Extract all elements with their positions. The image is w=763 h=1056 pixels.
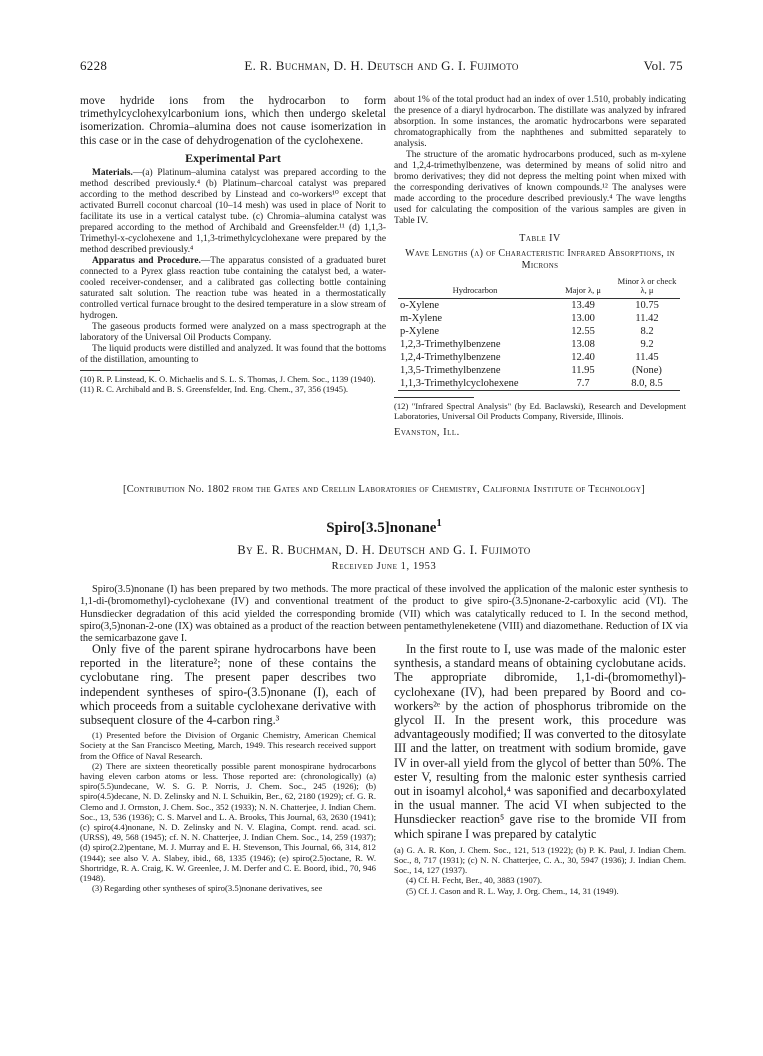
table-row bbox=[398, 364, 680, 377]
table-cell-major: 13.00 bbox=[571, 313, 595, 324]
footnote-3: (3) Regarding other syntheses of spiro(3.5)nonane derivatives, see bbox=[92, 883, 323, 894]
section-heading: Experimental Part bbox=[185, 150, 281, 165]
table-row bbox=[398, 299, 680, 313]
apparatus-label: Apparatus and Procedure. bbox=[92, 255, 201, 266]
materials-label: Materials. bbox=[92, 167, 133, 178]
contribution-line: [Contribution No. 1802 from the Gates and Crellin Laboratories of Chemistry, California Institute of Technology] bbox=[122, 484, 646, 495]
table-cell-hydrocarbon: p-Xylene bbox=[400, 326, 440, 337]
bottom-left-column bbox=[80, 642, 376, 893]
liquid-paragraph: The liquid products were distilled and analyzed. It was found that the bottoms of the distillation, amounting to bbox=[80, 343, 386, 365]
footnote-12: (12) "Infrared Spectral Analysis" (by Ed. Baclawski), Research and Development Laboratories, Universal Oil Products Company, Riverside, Illinois. bbox=[394, 401, 686, 421]
footnote-rule-right bbox=[394, 397, 474, 398]
page-number: 6228 bbox=[80, 58, 108, 73]
wavelength-table bbox=[398, 276, 680, 391]
running-head bbox=[80, 58, 683, 74]
footnote-rule bbox=[80, 370, 160, 371]
table-row bbox=[398, 312, 680, 325]
footnote-10: (10) R. P. Linstead, K. O. Michaelis and S. L. S. Thomas, J. Chem. Soc., 1139 (1940). bbox=[80, 373, 376, 384]
table-cell-minor: 11.42 bbox=[635, 313, 659, 324]
table-cell-hydrocarbon: 1,1,3-Trimethylcyclohexene bbox=[400, 378, 519, 389]
table-cell-major: 12.40 bbox=[571, 352, 595, 363]
table-cell-minor: 9.2 bbox=[640, 339, 654, 350]
table-row bbox=[398, 377, 680, 391]
table-cell-major: 7.7 bbox=[576, 378, 590, 389]
footnote-5: (5) Cf. J. Cason and R. L. Way, J. Org. Chem., 14, 31 (1949). bbox=[406, 885, 619, 896]
running-head-authors: E. R. Buchman, D. H. Deutsch and G. I. Fujimoto bbox=[244, 58, 519, 73]
table-header-hydrocarbon: Hydrocarbon bbox=[398, 276, 552, 299]
abstract bbox=[80, 584, 688, 645]
table-cell-minor: 8.2 bbox=[640, 326, 654, 337]
table-cell-major: 11.95 bbox=[571, 365, 595, 376]
table-header-row bbox=[398, 276, 680, 299]
table-row bbox=[398, 338, 680, 351]
table-cell-minor: (None) bbox=[632, 365, 662, 376]
table-title: Table IV bbox=[519, 233, 561, 244]
gaseous-paragraph: The gaseous products formed were analyzed on a mass spectrograph at the laboratory of the Universal Oil Products Company. bbox=[80, 321, 386, 343]
apparatus-text: —The apparatus consisted of a graduated buret connected to a Pyrex glass reaction tube containing the catalyst bed, a water-cooled receiver-condenser, and a calibrated gas collecting bottle containing saturated salt solution. The reaction tube was heated in a thermostatically controlled vertical furnace brought to the desired temperature in a slow stream of hydrogen. bbox=[80, 255, 386, 321]
apparatus-paragraph bbox=[80, 256, 386, 322]
footnote-1: (1) Presented before the Division of Organic Chemistry, American Chemical Society at the San Francisco Meeting, March, 1949. This research received support from the Office of Naval Research. bbox=[80, 730, 376, 761]
table-cell-hydrocarbon: 1,2,3-Trimethylbenzene bbox=[400, 339, 501, 350]
table-cell-minor: 10.75 bbox=[635, 300, 659, 311]
received-date: Received June 1, 1953 bbox=[331, 561, 437, 572]
footnote-3-continued: (a) G. A. R. Kon, J. Chem. Soc., 121, 513 (1922); (b) P. K. Paul, J. Indian Chem. Soc., 8, 717 (1931); (c) N. N. Chatterjee, C. A., 30, 5947 (1936); J. Indian Chem. Soc., 14, 127 (1937). bbox=[394, 844, 686, 876]
footnote-2: (2) There are sixteen theoretically possible parent monospirane hydrocarbons having eleven carbon atoms or less. Those reported are: (chronologically) (a) spiro(5.5)undecane, W. S. G. P. Norris, J. Chem. Soc., 245 (1926); (b) spiro(4.5)decane, N. D. Zelinsky and N. I. Schuikin, Ber., 62, 2180 (1929); cf. G. R. Clemo and J. Ormston, J. Chem. Soc., 352 (1933); N. N. Chatterjee, J. Indian Chem. Soc., 13, 536 (1936); C. S. Marvel and L. A. Brooks, This Journal, 63, 2630 (1941); (c) spiro(4.4)nonane, N. D. Zelinsky and N. V. Elagina, Compt. rend. acad. sci. (URSS), 49, 568 (1945); cf. N. N. Chatterjee, J. Indian Chem. Soc., 14, 259 (1937); (d) spiro(2.2)pentane, M. J. Murray and E. H. Stevenson, This Journal, 66, 314, 812 (1944); see also V. A. Slabey, ibid., 68, 1335 (1946); (e) spiro(2.5)octane, R. W. Shortridge, R. A. Craig, K. W. Greenlee, J. M. Derfer and C. E. Boord, ibid., 70, 946 (1948). bbox=[80, 760, 376, 884]
table-cell-hydrocarbon: o-Xylene bbox=[400, 300, 440, 311]
materials-text: —(a) Platinum–alumina catalyst was prepared according to the method described previously.⁴ (b) Platinum–charcoal catalyst was prepared according to the method described by Linstead and co-workers¹⁰ except that activated Burrell coconut charcoal (10–14 mesh) was used in place of Norit to facilitate its use in a vertical catalyst tube. (c) Chromia–alumina catalyst was prepared according to the method of Archibald and Greensfelder.¹¹ (d) 1,1,3-Trimethyl-x-cyclohexene and 1,1,3-trimethylcyclohexane were prepared by the method described previously.⁴ bbox=[80, 167, 386, 255]
table-cell-hydrocarbon: m-Xylene bbox=[400, 313, 442, 324]
bottom-right-column bbox=[394, 642, 686, 896]
carryover-paragraph: move hydride ions from the hydrocarbon to form trimethylcyclohexylcarbonium ions, which then undergo skeletal isomerization. Chromia–alumina does not cause isomerization in this case or in the case of dehydrogenation of the cyclohexene. bbox=[80, 95, 386, 147]
footnote-4: (4) Cf. H. Fecht, Ber., 40, 3883 (1907). bbox=[406, 875, 543, 886]
volume-label: Vol. 75 bbox=[643, 58, 683, 73]
place-line: Evanston, Ill. bbox=[394, 427, 460, 438]
table-cell-major: 12.55 bbox=[571, 326, 595, 337]
right-paragraph-1: about 1% of the total product had an index of over 1.510, probably indicating the presence of a diaryl hydrocarbon. The distillate was analyzed by infrared absorption. In some instances, the aromatic hydrocarbons were separated chromatographically from the naphthenes and submitted separately to analysis. bbox=[394, 95, 686, 149]
article-title-text: Spiro[3.5]nonane bbox=[326, 520, 437, 536]
top-left-column bbox=[80, 95, 386, 394]
table-row bbox=[398, 351, 680, 364]
table-cell-hydrocarbon: 1,3,5-Trimethylbenzene bbox=[400, 365, 501, 376]
table-body bbox=[398, 299, 680, 391]
table-header-minor: Minor λ or check λ, μ bbox=[614, 276, 680, 299]
table-cell-major: 13.49 bbox=[571, 300, 595, 311]
table-cell-major: 13.08 bbox=[571, 339, 595, 350]
route-paragraph: In the first route to I, use was made of the malonic ester synthesis, a standard means of obtaining cyclobutane acids. The appropriate dibromide, 1,1-di-(bromomethyl)-cyclohexane (IV), had been prepared by Boord and co-workers²ᵉ by the action of phosphorus tribromide on the glycol II. In the present work, this procedure was advantageously modified; II was converted to the ditosylate III and the latter, on treatment with sodium bromide, gave IV in over-all yield from the glycol of better than 50%. The ester V, resulting from the malonic ester synthesis carried out in isoamyl alcohol,⁴ was saponified and decarboxylated in the usual manner. The acid VI when subjected to the Hunsdiecker reaction⁵ gave rise to the bromide VII from which spirane I was prepared by catalytic bbox=[394, 642, 686, 841]
table-cell-minor: 11.45 bbox=[635, 352, 659, 363]
materials-paragraph bbox=[80, 168, 386, 256]
top-right-column bbox=[394, 95, 686, 438]
table-row bbox=[398, 325, 680, 338]
footnote-11: (11) R. C. Archibald and B. S. Greensfelder, Ind. Eng. Chem., 37, 356 (1945). bbox=[80, 383, 349, 394]
table-header-major: Major λ, μ bbox=[552, 276, 614, 299]
table-caption: Wave Lengths (λ) of Characteristic Infrared Absorptions, in Microns bbox=[405, 248, 675, 271]
abstract-text: Spiro(3.5)nonane (I) has been prepared by two methods. The more practical of these involved the application of the malonic ester synthesis to 1,1-di-(bromomethyl)-cyclohexane (IV) and conventional treatment of the product to give spiro-(3.5)nonane-2-carboxylic acid (VI). The Hunsdiecker degradation of this acid yielded the corresponding bromide (VII) which was catalytically reduced to I. In the second method, spiro(3,5)nonan-2-one (IX) was obtained as a product of the reaction between pentamethyleneketene (VIII) and diazomethane. Reduction of IX via the semicarbazone gave I. bbox=[80, 584, 688, 645]
right-paragraph-2: The structure of the aromatic hydrocarbons produced, such as m-xylene and 1,2,4-trimethylbenzene, was determined by means of solid nitro and bromo derivatives; they did not depress the melting point when mixed with the corresponding derivatives of known compounds.¹² The analyses were made according to the procedure described previously.⁴ The wave lengths used for calculating the composition of the various samples are given in Table IV. bbox=[394, 150, 686, 226]
article-title-footnote-mark: 1 bbox=[436, 518, 442, 529]
intro-paragraph: Only five of the parent spirane hydrocarbons have been reported in the literature²; none of these contains the cyclobutane ring. The present paper describes two independent syntheses of spiro-(3.5)nonane (I), each of which proceeds from a suitable cyclohexane derivative with subsequent closure of the 4-carbon ring.³ bbox=[80, 642, 376, 728]
article-byline: By E. R. Buchman, D. H. Deutsch and G. I. Fujimoto bbox=[237, 543, 531, 557]
table-cell-hydrocarbon: 1,2,4-Trimethylbenzene bbox=[400, 352, 501, 363]
article-title bbox=[80, 520, 688, 537]
table-cell-minor: 8.0, 8.5 bbox=[631, 378, 663, 389]
